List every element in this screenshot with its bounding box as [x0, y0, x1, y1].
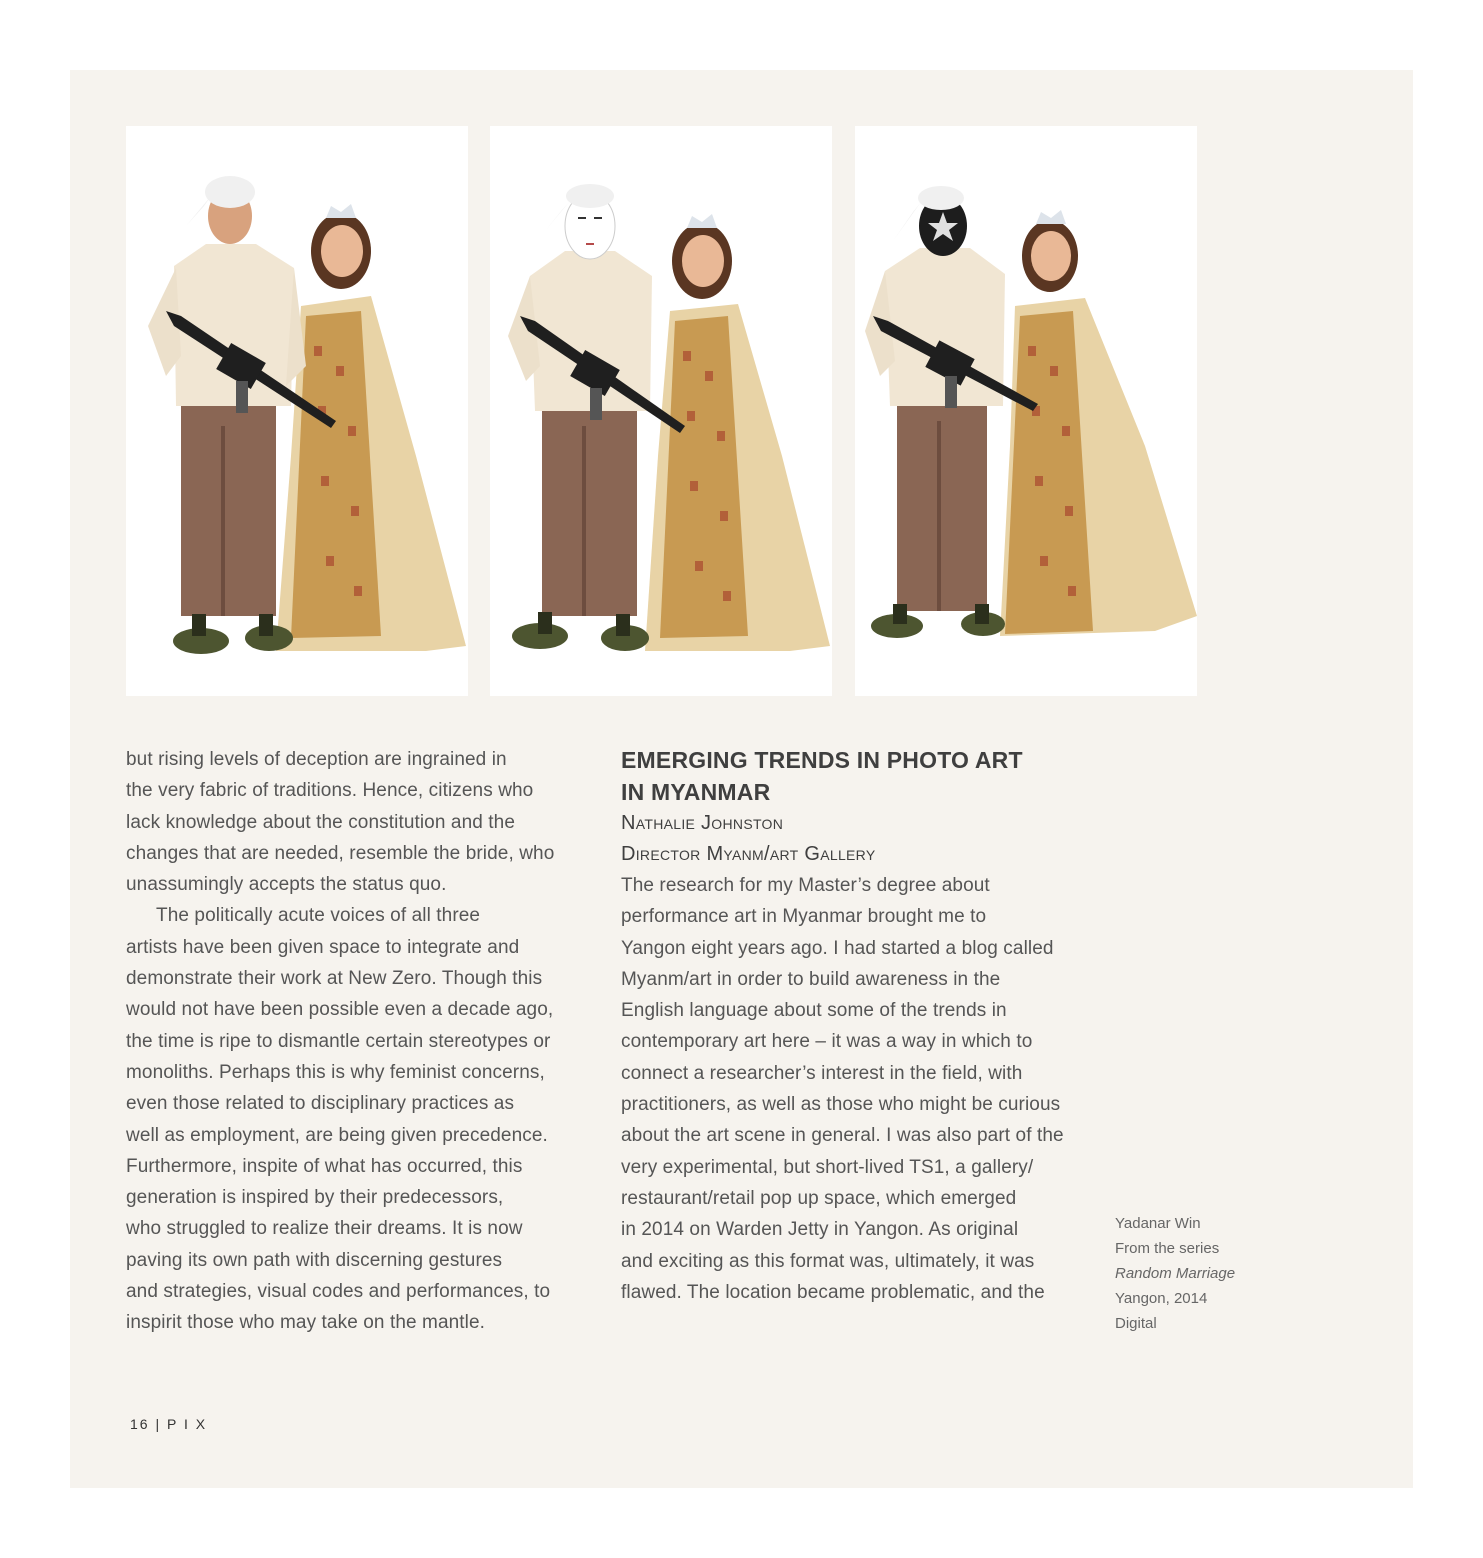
couple-illustration — [490, 126, 832, 696]
text-line: monoliths. Perhaps this is why feminist concerns, — [126, 1061, 545, 1083]
title-line: IN MYANMAR — [621, 779, 771, 805]
caption-medium: Digital — [1115, 1315, 1157, 1332]
article-column — [621, 744, 1091, 1308]
text-line: inspirit those who may take on the mantle. — [126, 1312, 486, 1334]
text-line: in 2014 on Warden Jetty in Yangon. As original — [621, 1219, 1019, 1241]
text-line: Myanm/art in order to build awareness in the — [621, 968, 1001, 990]
caption-place-year: Yangon, 2014 — [1115, 1290, 1208, 1307]
text-line: the time is ripe to dismantle certain stereotypes or — [126, 1030, 551, 1052]
article-body — [621, 870, 1091, 1308]
text-line: demonstrate their work at New Zero. Though this — [126, 968, 543, 990]
left-text-column — [126, 744, 596, 1339]
caption-series-prefix: From the series — [1115, 1240, 1220, 1257]
text-line: very experimental, but short-lived TS1, a gallery/ — [621, 1156, 1034, 1178]
text-line: English language about some of the trends in — [621, 1000, 1007, 1022]
text-line: performance art in Myanmar brought me to — [621, 906, 987, 928]
caption-series-title: Random Marriage — [1115, 1265, 1236, 1282]
text-line: changes that are needed, resemble the bride, who — [126, 842, 555, 864]
paragraph-continuation — [126, 744, 596, 900]
text-line: The politically acute voices of all three — [156, 905, 481, 927]
text-line: Furthermore, inspite of what has occurred, this — [126, 1155, 523, 1177]
text-line: about the art scene in general. I was also part of the — [621, 1125, 1064, 1147]
text-line: The research for my Master’s degree about — [621, 875, 990, 896]
photo-couple-dark-mask — [855, 126, 1197, 696]
page-folio: 16 | P I X — [130, 1416, 208, 1432]
text-line: artists have been given space to integrate and — [126, 936, 520, 958]
text-line: well as employment, are being given precedence. — [126, 1124, 548, 1146]
text-line: who struggled to realize their dreams. It is now — [126, 1218, 523, 1240]
text-line: generation is inspired by their predecessors, — [126, 1187, 504, 1209]
couple-illustration — [126, 126, 468, 696]
author-name: Nathalie Johnston — [621, 812, 784, 834]
text-line: even those related to disciplinary practices as — [126, 1093, 515, 1115]
title-line: EMERGING TRENDS IN PHOTO ART — [621, 747, 1023, 773]
text-line: unassumingly accepts the status quo. — [126, 874, 447, 896]
photo-caption — [1115, 1211, 1235, 1336]
text-line: connect a researcher’s interest in the field, with — [621, 1062, 1023, 1084]
text-line: and strategies, visual codes and performances, to — [126, 1281, 551, 1303]
author-role: Director Myanm/art Gallery — [621, 843, 876, 865]
photo-couple-white-mask — [490, 126, 832, 696]
article-title — [621, 744, 1091, 808]
text-line: flawed. The location became problematic, and the — [621, 1281, 1045, 1303]
paragraph-voices — [126, 900, 596, 1338]
text-line: practitioners, as well as those who might be curious — [621, 1094, 1061, 1116]
text-line: lack knowledge about the constitution and the — [126, 811, 515, 833]
photo-couple-no-mask — [126, 126, 468, 696]
couple-illustration — [855, 126, 1197, 696]
text-line: and exciting as this format was, ultimately, it was — [621, 1250, 1035, 1272]
text-line: Yangon eight years ago. I had started a blog called — [621, 937, 1054, 959]
text-line: contemporary art here – it was a way in which to — [621, 1031, 1033, 1053]
text-line: restaurant/retail pop up space, which emerged — [621, 1187, 1017, 1209]
caption-artist: Yadanar Win — [1115, 1215, 1201, 1232]
text-line: but rising levels of deception are ingrained in — [126, 749, 507, 770]
text-line: would not have been possible even a decade ago, — [126, 999, 554, 1021]
text-line: the very fabric of traditions. Hence, citizens who — [126, 780, 534, 802]
text-line: paving its own path with discerning gestures — [126, 1249, 503, 1271]
